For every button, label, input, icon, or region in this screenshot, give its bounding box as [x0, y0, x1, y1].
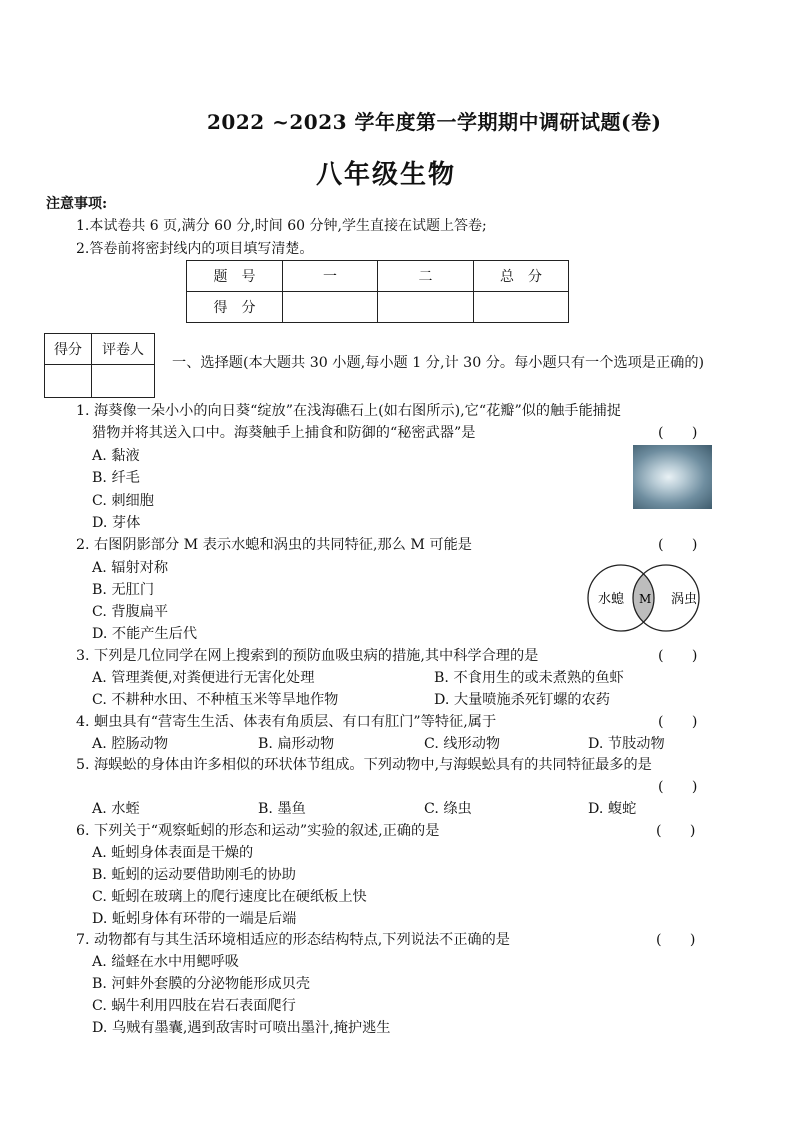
grader-name-cell[interactable] — [92, 365, 155, 398]
score-input-cell[interactable] — [474, 292, 569, 323]
notice-item: 1.本试卷共 6 页,满分 60 分,时间 60 分钟,学生直接在试题上答卷; — [76, 218, 487, 234]
question-stem: 猎物并将其送入口中。海葵触手上捕食和防御的“秘密武器”是 — [92, 425, 476, 441]
question-stem: 2. 右图阴影部分 M 表示水螅和涡虫的共同特征,那么 M 可能是 — [76, 537, 472, 553]
answer-blank[interactable]: ( ) — [658, 537, 698, 553]
option: D. 不能产生后代 — [92, 626, 198, 642]
option: B. 墨鱼 — [258, 801, 306, 817]
score-input-cell[interactable] — [378, 292, 474, 323]
option: C. 不耕种水田、不种植玉米等旱地作物 — [92, 692, 339, 708]
sea-anemone-photo — [633, 445, 712, 509]
option: B. 河蚌外套膜的分泌物能形成贝壳 — [92, 976, 311, 992]
score-table — [186, 260, 569, 323]
option: B. 无肛门 — [92, 582, 155, 598]
answer-blank[interactable]: ( ) — [658, 425, 698, 441]
question-stem: 1. 海葵像一朵小小的向日葵“绽放”在浅海礁石上(如右图所示),它“花瓣”似的触手能捕捉 — [76, 403, 622, 419]
notice-heading: 注意事项: — [46, 196, 108, 212]
option: D. 蝮蛇 — [588, 801, 637, 817]
option: B. 扁形动物 — [258, 736, 335, 752]
option: B. 蚯蚓的运动要借助刚毛的协助 — [92, 867, 296, 883]
question-stem: 3. 下列是几位同学在网上搜索到的预防血吸虫病的措施,其中科学合理的是 — [76, 648, 539, 664]
answer-blank[interactable]: ( ) — [658, 648, 698, 664]
venn-right-label: 涡虫 — [671, 592, 698, 607]
option: D. 节肢动物 — [588, 736, 665, 752]
answer-blank[interactable]: ( ) — [658, 714, 698, 730]
score-input-cell[interactable] — [283, 292, 378, 323]
score-table-header-cell: 总 分 — [474, 261, 569, 292]
option: A. 缢蛏在水中用鳃呼吸 — [92, 954, 239, 970]
question-stem: 4. 蛔虫具有“营寄生生活、体表有角质层、有口有肛门”等特征,属于 — [76, 714, 497, 730]
exam-title: 2022 ~2023 学年度第一学期期中调研试题(卷) — [207, 110, 662, 134]
venn-left-label: 水螅 — [598, 592, 625, 607]
score-table-header-cell: 题 号 — [187, 261, 283, 292]
option: A. 腔肠动物 — [92, 736, 169, 752]
notice-item: 2.答卷前将密封线内的项目填写清楚。 — [76, 241, 314, 257]
option: A. 水蛭 — [92, 801, 140, 817]
score-row-label: 得 分 — [187, 292, 283, 323]
option: B. 纤毛 — [92, 470, 140, 486]
option: D. 芽体 — [92, 515, 141, 531]
venn-center-label: M — [639, 592, 652, 606]
answer-blank[interactable]: ( ) — [656, 932, 696, 948]
grader-score-cell[interactable] — [45, 365, 92, 398]
option: C. 刺细胞 — [92, 493, 154, 509]
answer-blank[interactable]: ( ) — [658, 779, 698, 795]
section-title: 一、选择题(本大题共 30 小题,每小题 1 分,计 30 分。每小题只有一个选项是正确的) — [172, 355, 705, 371]
question-stem: 7. 动物都有与其生活环境相适应的形态结构特点,下列说法不正确的是 — [76, 932, 510, 948]
grader-score-label: 得分 — [45, 334, 92, 365]
option: D. 蚯蚓身体有环带的一端是后端 — [92, 911, 297, 927]
grader-name-label: 评卷人 — [92, 334, 155, 365]
venn-diagram — [586, 563, 716, 633]
score-table-header-cell: 二 — [378, 261, 474, 292]
option: C. 线形动物 — [424, 736, 501, 752]
option: A. 蚯蚓身体表面是干燥的 — [92, 845, 254, 861]
option: C. 蜗牛利用四肢在岩石表面爬行 — [92, 998, 296, 1014]
option: B. 不食用生的或未煮熟的鱼虾 — [434, 670, 624, 686]
answer-blank[interactable]: ( ) — [656, 823, 696, 839]
option: A. 辐射对称 — [92, 560, 169, 576]
score-table-header-cell: 一 — [283, 261, 378, 292]
question-stem: 6. 下列关于“观察蚯蚓的形态和运动”实验的叙述,正确的是 — [76, 823, 440, 839]
subject-title: 八年级生物 — [316, 160, 457, 190]
grader-table — [44, 333, 155, 398]
option: C. 蚯蚓在玻璃上的爬行速度比在硬纸板上快 — [92, 889, 367, 905]
question-stem: 5. 海蜈蚣的身体由许多相似的环状体节组成。下列动物中,与海蜈蚣具有的共同特征最多的是 — [76, 757, 652, 773]
option: D. 大量喷施杀死钉螺的农药 — [434, 692, 610, 708]
option: A. 管理粪便,对粪便进行无害化处理 — [92, 670, 315, 686]
option: D. 乌贼有墨囊,遇到敌害时可喷出墨汁,掩护逃生 — [92, 1020, 391, 1036]
option: C. 绦虫 — [424, 801, 472, 817]
option: A. 黏液 — [92, 448, 140, 464]
option: C. 背腹扁平 — [92, 604, 169, 620]
